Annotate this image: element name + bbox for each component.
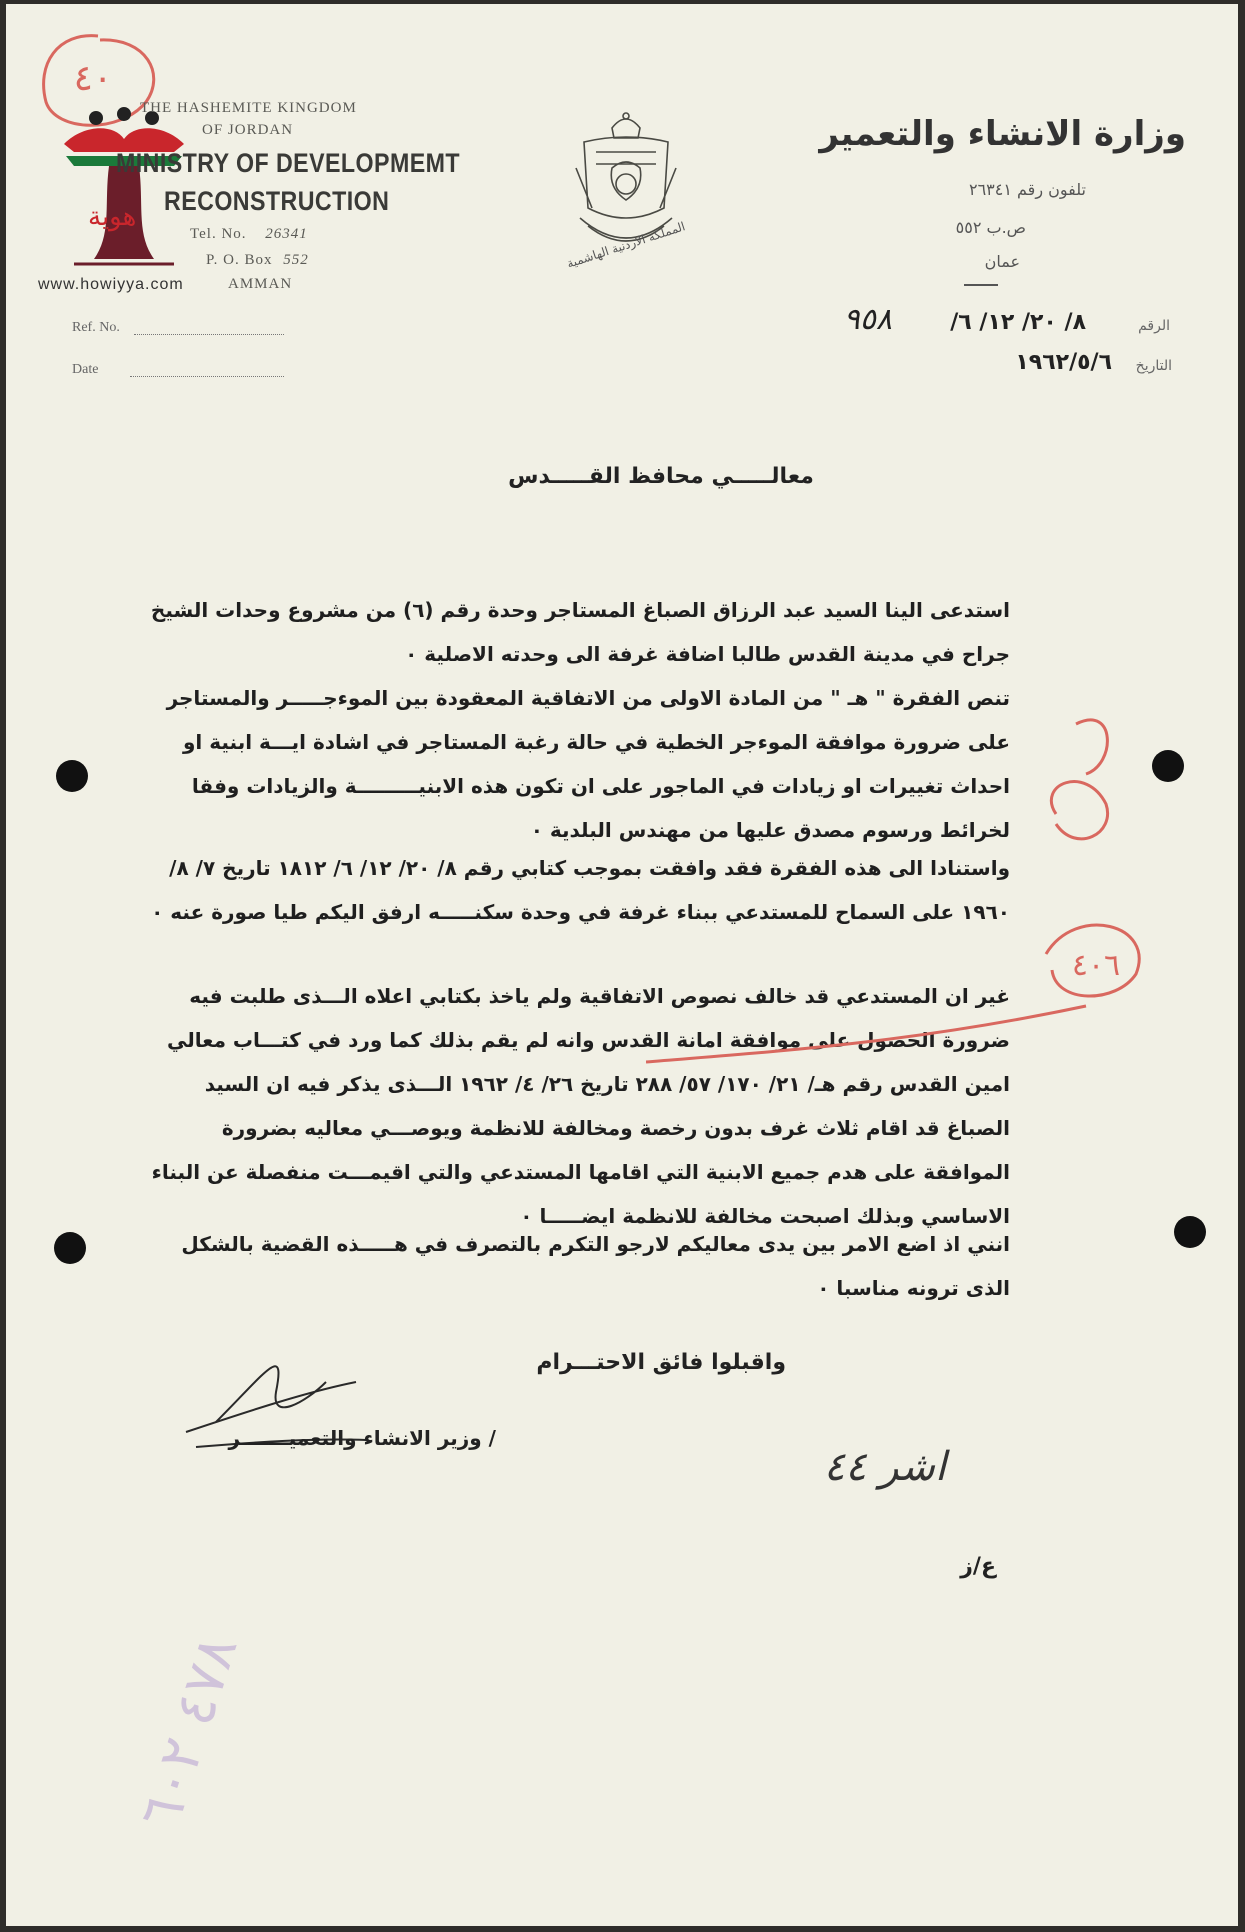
handwritten-note: اشر ٤٤	[823, 1444, 946, 1490]
letter-paragraph-2: تنص الفقرة " هـ " من المادة الاولى من الاتفاقية المعقودة بين الموءجـــــر والمستاجر على ضرورة موافقة الموءجر الخطية في حالة رغبة المستاجر في اشادة ايـــة ابنية او احداث تغييرات او زيادات في الماجور على ان تكون هذه الابنيـــــــــة والزيادات وفقا لخرائط ورسوم مصدق عليها من مهندس البلدية ٠	[166, 686, 1010, 842]
letter-paragraph-5: انني اذ اضع الامر بين يدى معاليكم لارجو التكرم بالتصرف في هـــــذه القضية بالشكل الذى ترونه مناسبا ٠	[181, 1232, 1010, 1300]
document-page	[6, 4, 1238, 1926]
date-value-ar: ١٩٦٢/٥/٦	[1015, 350, 1112, 375]
tel-label: Tel. No.	[190, 226, 247, 242]
letter-paragraph-3: واستنادا الى هذه الفقرة فقد وافقت بموجب كتابي رقم ٨/ ٢٠/ ١٢/ ٦/ ١٨١٢ تاريخ ٧/ ٨/ ١٩٦٠ على السماح للمستدعي ببناء غرفة في وحدة سكنـــــه ارفق اليكم طيا صورة عنه ٠	[151, 856, 1010, 924]
signatory-title: / وزير الانشاء والتعميـــــــر	[228, 1426, 496, 1450]
letterhead-en-line2: OF JORDAN	[202, 122, 294, 138]
closing-line: واقبلوا فائق الاحتـــرام	[536, 1350, 786, 1375]
date-label-ar: التاريخ	[1135, 358, 1172, 374]
letterhead-ar-pobox: ص.ب ٥٥٢	[955, 218, 1026, 237]
punch-hole-right-bottom	[1174, 1216, 1206, 1248]
ref-label-ar: الرقم	[1138, 318, 1170, 334]
bottom-pencil-numbers: ٤٧٨ ٦٠٢	[127, 1627, 251, 1837]
date-label-en: Date	[72, 362, 99, 377]
letterhead-ar-tel: تلفون رقم ٢٦٣٤١	[968, 180, 1086, 199]
punch-hole-left-top	[56, 760, 88, 792]
addressee: معالـــــي محافظ القـــــدس	[508, 464, 814, 489]
date-line-en	[130, 376, 284, 377]
letterhead-en-tel	[190, 226, 308, 243]
ref-handwritten: ٩٥٨	[843, 302, 892, 337]
ref-value-ar: ٨/ ٢٠/ ١٢/ ٦/	[950, 310, 1086, 335]
city-underline	[964, 284, 998, 286]
corner-number: ٤٠	[73, 58, 113, 99]
ref-no-line	[134, 334, 284, 335]
letterhead-ar-ministry: وزارة الانشاء والتعمير	[819, 114, 1186, 154]
watermark-brand: هوية	[88, 202, 137, 232]
letter-paragraph-4: غير ان المستدعي قد خالف نصوص الاتفاقية ولم ياخذ بكتابي اعلاه الـــذى طلبت فيه ضرورة الحصول على موافقة امانة القدس وانه لم يقم بذلك كما ورد في كتـــاب معالي امين القدس رقم هـ/ ٢١/ ١٧٠/ ٥٧/ ٢٨٨ تاريخ ٢٦/ ٤/ ١٩٦٢ الـــذى يذكر فيه ان السيد الصباغ قد اقام ثلاث غرف بدون رخصة ومخالفة للانظمة ويوصـــي معاليه بضرورة الموافقة على هدم جميع الابنية التي اقامها المستدعي والتي اقيمـــت منفصلة عن البناء الاساسي وبذلك اصبحت مخالفة للانظمة ايضـــــا ٠	[151, 984, 1010, 1228]
pobox-value: 552	[283, 252, 309, 268]
watermark-url: www.howiyya.com	[38, 276, 184, 293]
ref-no-label: Ref. No.	[72, 320, 120, 335]
letterhead-en-reconstruction: RECONSTRUCTION	[164, 186, 390, 216]
seal-text: المملكة الاردنية الهاشمية	[565, 219, 687, 271]
tel-value: 26341	[265, 226, 308, 242]
letterhead-en-pobox	[206, 252, 309, 269]
pobox-label: P. O. Box	[206, 252, 273, 268]
letter-paragraph-1: استدعى الينا السيد عبد الرزاق الصباغ المستاجر وحدة رقم (٦) من مشروع وحدات الشيخ جراح في مدينة القدس طالبا اضافة غرفة الى وحدته الاصلية ٠	[150, 598, 1010, 666]
typist-initials: ع/ز	[960, 1554, 996, 1579]
letterhead-en-ministry: MINISTRY OF DEVELOPMEMT	[116, 148, 461, 178]
punch-hole-left-bottom	[54, 1232, 86, 1264]
margin-note: ٤٠٦	[1071, 948, 1121, 983]
letterhead-en-city: AMMAN	[228, 276, 293, 292]
letterhead-en-line1: THE HASHEMITE KINGDOM	[140, 100, 357, 116]
letterhead-ar-city: عمان	[984, 252, 1020, 271]
